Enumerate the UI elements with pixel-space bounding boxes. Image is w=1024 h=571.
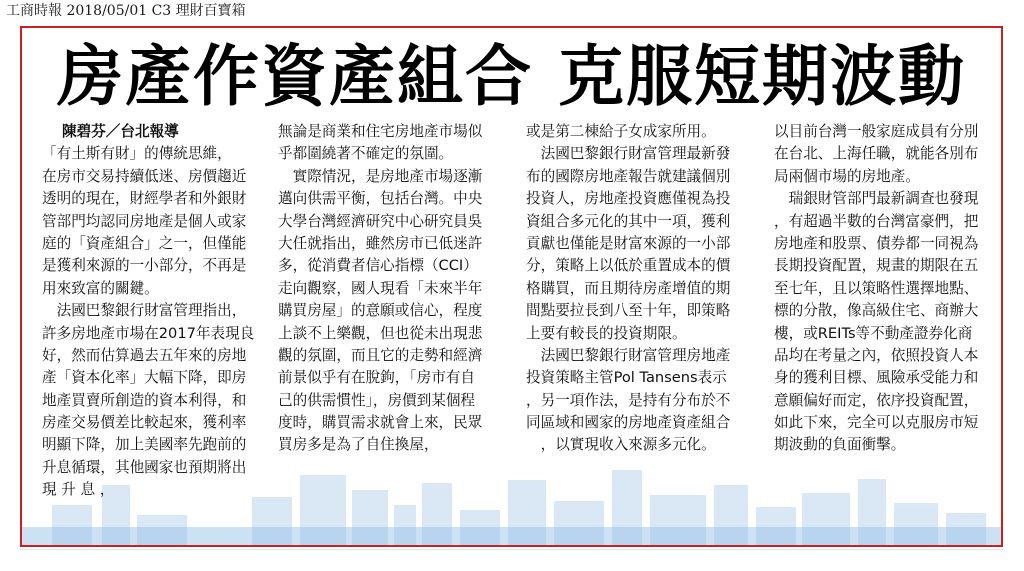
- text-line: 貢獻也僅能是財富來源的一小部: [526, 234, 731, 252]
- text-line: 法國巴黎銀行財富管理房地產: [526, 346, 731, 364]
- text-line: 或是第二棟給子女成家所用。: [526, 123, 716, 140]
- text-line: 邁向供需平衡，包括台灣。中央: [278, 190, 483, 208]
- text-line: 大任就指出，雖然房市已低迷許: [278, 234, 483, 252]
- text-line: 己的供需慣性」，房價到某個程: [278, 391, 476, 409]
- text-line: 走向觀察，國人現看「未來半年: [278, 279, 483, 297]
- article-column-4: [774, 121, 1003, 457]
- text-line: 布的國際房地產報告就建議個別: [526, 167, 731, 185]
- page-bottom-rule: [20, 549, 1003, 550]
- text-line: 期波動的負面衝擊。: [774, 436, 906, 454]
- text-line: 度時，購買需求就會上來，民眾: [278, 414, 483, 432]
- text-line: 房產交易價差比較起來，獲利率: [42, 414, 247, 432]
- text-line: ，另一項作法，是持有分布於不: [526, 391, 731, 409]
- text-line: 多，從消費者信心指標（CCI）: [278, 257, 478, 275]
- text-line: 許多房地產市場在2017年表現良: [42, 324, 255, 342]
- text-line: 「有土斯有財」的傳統思維，: [42, 145, 232, 163]
- text-line: 上要有較長的投資期限。: [526, 324, 687, 342]
- text-line: 大學台灣經濟研究中心研究員吳: [278, 212, 483, 230]
- text-line: 用來致富的關鍵。: [42, 279, 159, 297]
- text-line: 庭的「資產組合」之一，但僅能: [42, 234, 247, 252]
- text-line: 意願偏好而定，依序投資配置，: [774, 391, 979, 409]
- text-line: 樓，或REITs等不動產證券化商: [774, 324, 973, 342]
- text-line: 身的獲利目標、風險承受能力和: [774, 369, 979, 387]
- article-frame: [20, 26, 1003, 547]
- text-line: 現 升 息 ，: [42, 481, 115, 499]
- text-line: 購買房屋」的意願或信心，程度: [278, 302, 483, 320]
- article-column-2: [278, 121, 518, 457]
- text-line: 如此下來，完全可以克服房市短: [774, 414, 979, 432]
- text-line: 乎都圍繞著不確定的氛圍。: [278, 145, 454, 163]
- byline: 陳碧芬／台北報導: [62, 123, 179, 140]
- text-line: 前景似乎有在脫鉤，「房市有自: [278, 369, 476, 387]
- headline: 房產作資產組合 克服短期波動: [57, 38, 966, 115]
- text-line: 局兩個市場的房地產。: [774, 167, 920, 185]
- text-line: 在房市交易持續低迷、房價趨近: [42, 167, 247, 185]
- text-line: 上談不上樂觀，但也從未出現悲: [278, 324, 483, 342]
- text-line: 品均在考量之內，依照投資人本: [774, 346, 979, 364]
- text-line: 實際情況，是房地產市場逐漸: [278, 167, 483, 185]
- article-column-3: [526, 121, 766, 457]
- text-line: 資組合多元化的其中一項，獲利: [526, 212, 731, 230]
- text-line: 管部門均認同房地產是個人或家: [42, 212, 247, 230]
- text-line: 間點要拉長到八至十年，即策略: [526, 302, 731, 320]
- text-line: 法國巴黎銀行財富管理最新發: [526, 145, 731, 163]
- text-line: 明顯下降，加上美國率先跑前的: [42, 436, 247, 454]
- newspaper-masthead: 工商時報 2018/05/01 C3 理財百寶箱: [6, 3, 246, 19]
- text-line: ，有超過半數的台灣富豪們，把: [774, 212, 979, 230]
- text-line: 分，策略上以低於重置成本的價: [526, 257, 731, 275]
- text-line: 長期投資配置，規畫的期限在五: [774, 257, 979, 275]
- text-line: 房地產和股票、債券都一同視為: [774, 234, 979, 252]
- text-line: 投資人，房地產投資應僅視為投: [526, 190, 731, 208]
- text-line: 透明的現在，財經學者和外銀財: [42, 190, 247, 208]
- text-line: 觀的氛圍，而且它的走勢和經濟: [278, 346, 483, 364]
- text-line: 標的分散，像高級住宅、商辦大: [774, 302, 979, 320]
- text-line: 瑞銀財管部門最新調查也發現: [774, 190, 979, 208]
- text-line: ，以實現收入來源多元化。: [526, 436, 716, 454]
- text-line: 在台北、上海任職，就能各別布: [774, 145, 979, 163]
- text-line: 同區域和國家的房地產資產組合: [526, 414, 731, 432]
- text-line: 買房多是為了自住換屋，: [278, 436, 439, 454]
- text-line: 地產買賣所創造的資本利得，和: [42, 391, 247, 409]
- text-line: 無論是商業和住宅房地產市場似: [278, 123, 483, 140]
- article-column-1: [42, 121, 282, 502]
- text-line: 至七年，且以策略性選擇地點、: [774, 279, 979, 297]
- text-line: 是獲利來源的一小部分，不再是: [42, 257, 247, 275]
- text-line: 升息循環，其他國家也預期將出: [42, 458, 247, 476]
- text-line: 好，然而估算過去五年來的房地: [42, 346, 247, 364]
- text-line: 格購買，而且期待房產增值的期: [526, 279, 731, 297]
- text-line: 投資策略主管Pol Tansens表示: [526, 369, 727, 387]
- text-line: 以目前台灣一般家庭成員有分別: [774, 123, 979, 140]
- text-line: 法國巴黎銀行財富管理指出，: [42, 302, 247, 320]
- text-line: 產「資本化率」大幅下降，即房: [42, 369, 247, 387]
